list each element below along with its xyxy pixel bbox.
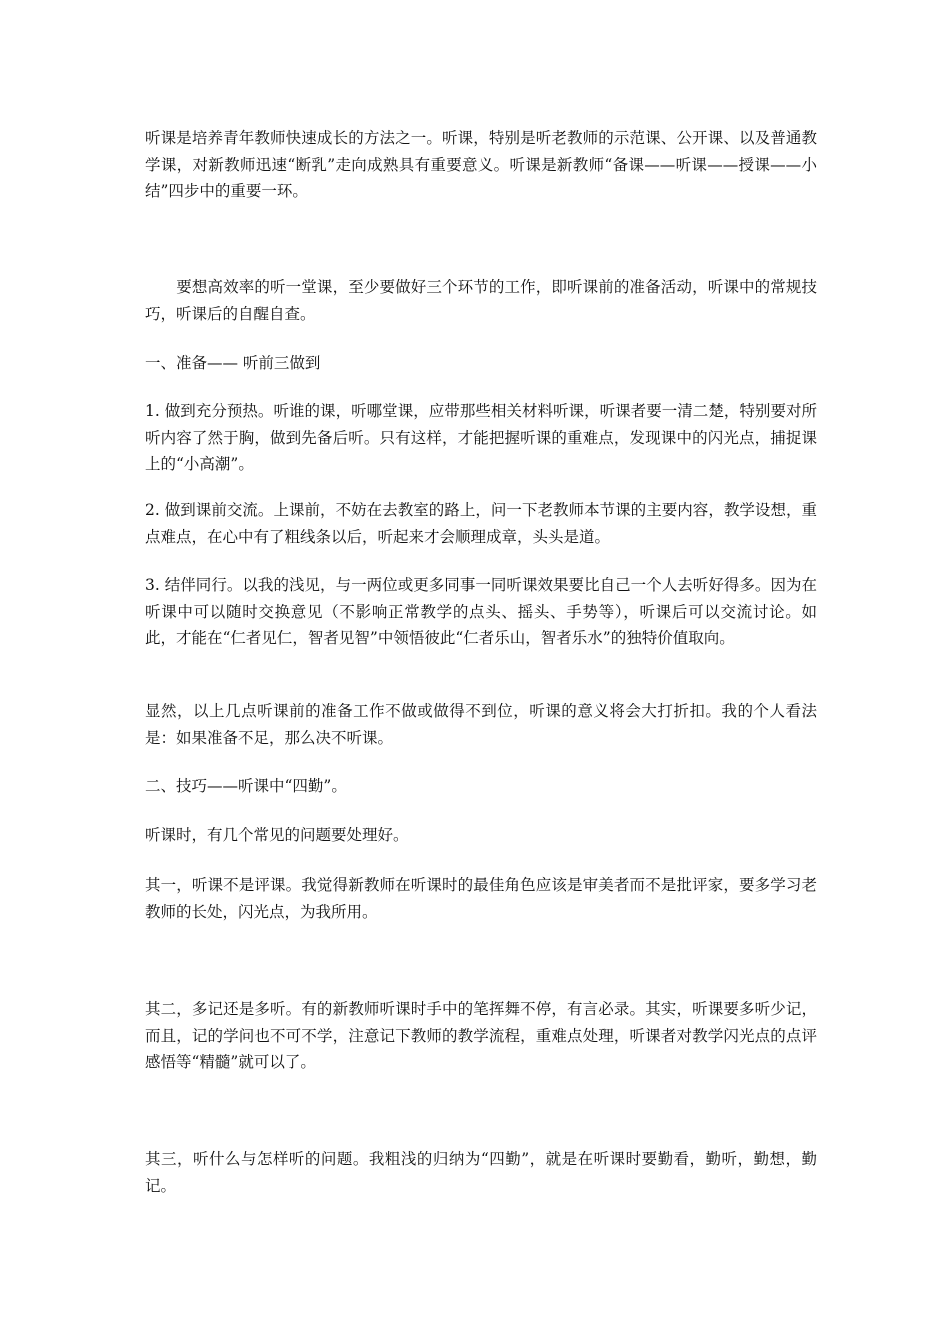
intro-paragraph: 听课是培养青年教师快速成长的方法之一。听课，特别是听老教师的示范课、公开课、以及普通教学课，对新教师迅速“断乳”走向成熟具有重要意义。听课是新教师“备课——听课——授课——小结”四步中的重要一环。 (145, 129, 817, 200)
technique-1-paragraph: 其一，听课不是评课。我觉得新教师在听课时的最佳角色应该是审美者而不是批评家，要多学习老教师的长处，闪光点，为我所用。 (145, 876, 817, 921)
technique-3-paragraph: 其三，听什么与怎样听的问题。我粗浅的归纳为“四勤”，就是在听课时要勤看，勤听，勤想，勤记。 (145, 1150, 817, 1195)
point-2-paragraph: 2. 做到课前交流。上课前，不妨在去教室的路上，问一下老教师本节课的主要内容，教学设想，重点难点，在心中有了粗线条以后，听起来才会顺理成章，头头是道。 (145, 501, 818, 546)
section-heading-techniques: 二、技巧——听课中“四勤”。 (145, 777, 347, 795)
section-heading-preparation: 一、准备—— 听前三做到 (145, 354, 321, 372)
summary-paragraph: 显然，以上几点听课前的准备工作不做或做得不到位，听课的意义将会大打折扣。我的个人看法是：如果准备不足，那么决不听课。 (145, 702, 817, 747)
technique-2-paragraph: 其二，多记还是多听。有的新教师听课时手中的笔挥舞不停，有言必录。其实，听课要多听少记，而且，记的学问也不可不学，注意记下教师的教学流程，重难点处理，听课者对教学闪光点的点评感悟等“精髓”就可以了。 (145, 1000, 817, 1071)
overview-paragraph: 要想高效率的听一堂课，至少要做好三个环节的工作，即听课前的准备活动，听课中的常规技巧，听课后的自醒自查。 (145, 278, 817, 323)
point-3-paragraph: 3. 结伴同行。以我的浅见，与一两位或更多同事一同听课效果要比自己一个人去听好得多。因为在听课中可以随时交换意见（不影响正常教学的点头、摇头、手势等），听课后可以交流讨论。如此，才能在“仁者见仁，智者见智”中领悟彼此“仁者乐山，智者乐水”的独特价值取向。 (145, 576, 818, 647)
point-1-paragraph: 1. 做到充分预热。听谁的课，听哪堂课，应带那些相关材料听课，听课者要一清二楚，特别要对所听内容了然于胸，做到先备后听。只有这样，才能把握听课的重难点，发现课中的闪光点，捕捉课上的“小高潮”。 (145, 402, 818, 473)
techniques-intro-paragraph: 听课时，有几个常见的问题要处理好。 (145, 826, 409, 844)
